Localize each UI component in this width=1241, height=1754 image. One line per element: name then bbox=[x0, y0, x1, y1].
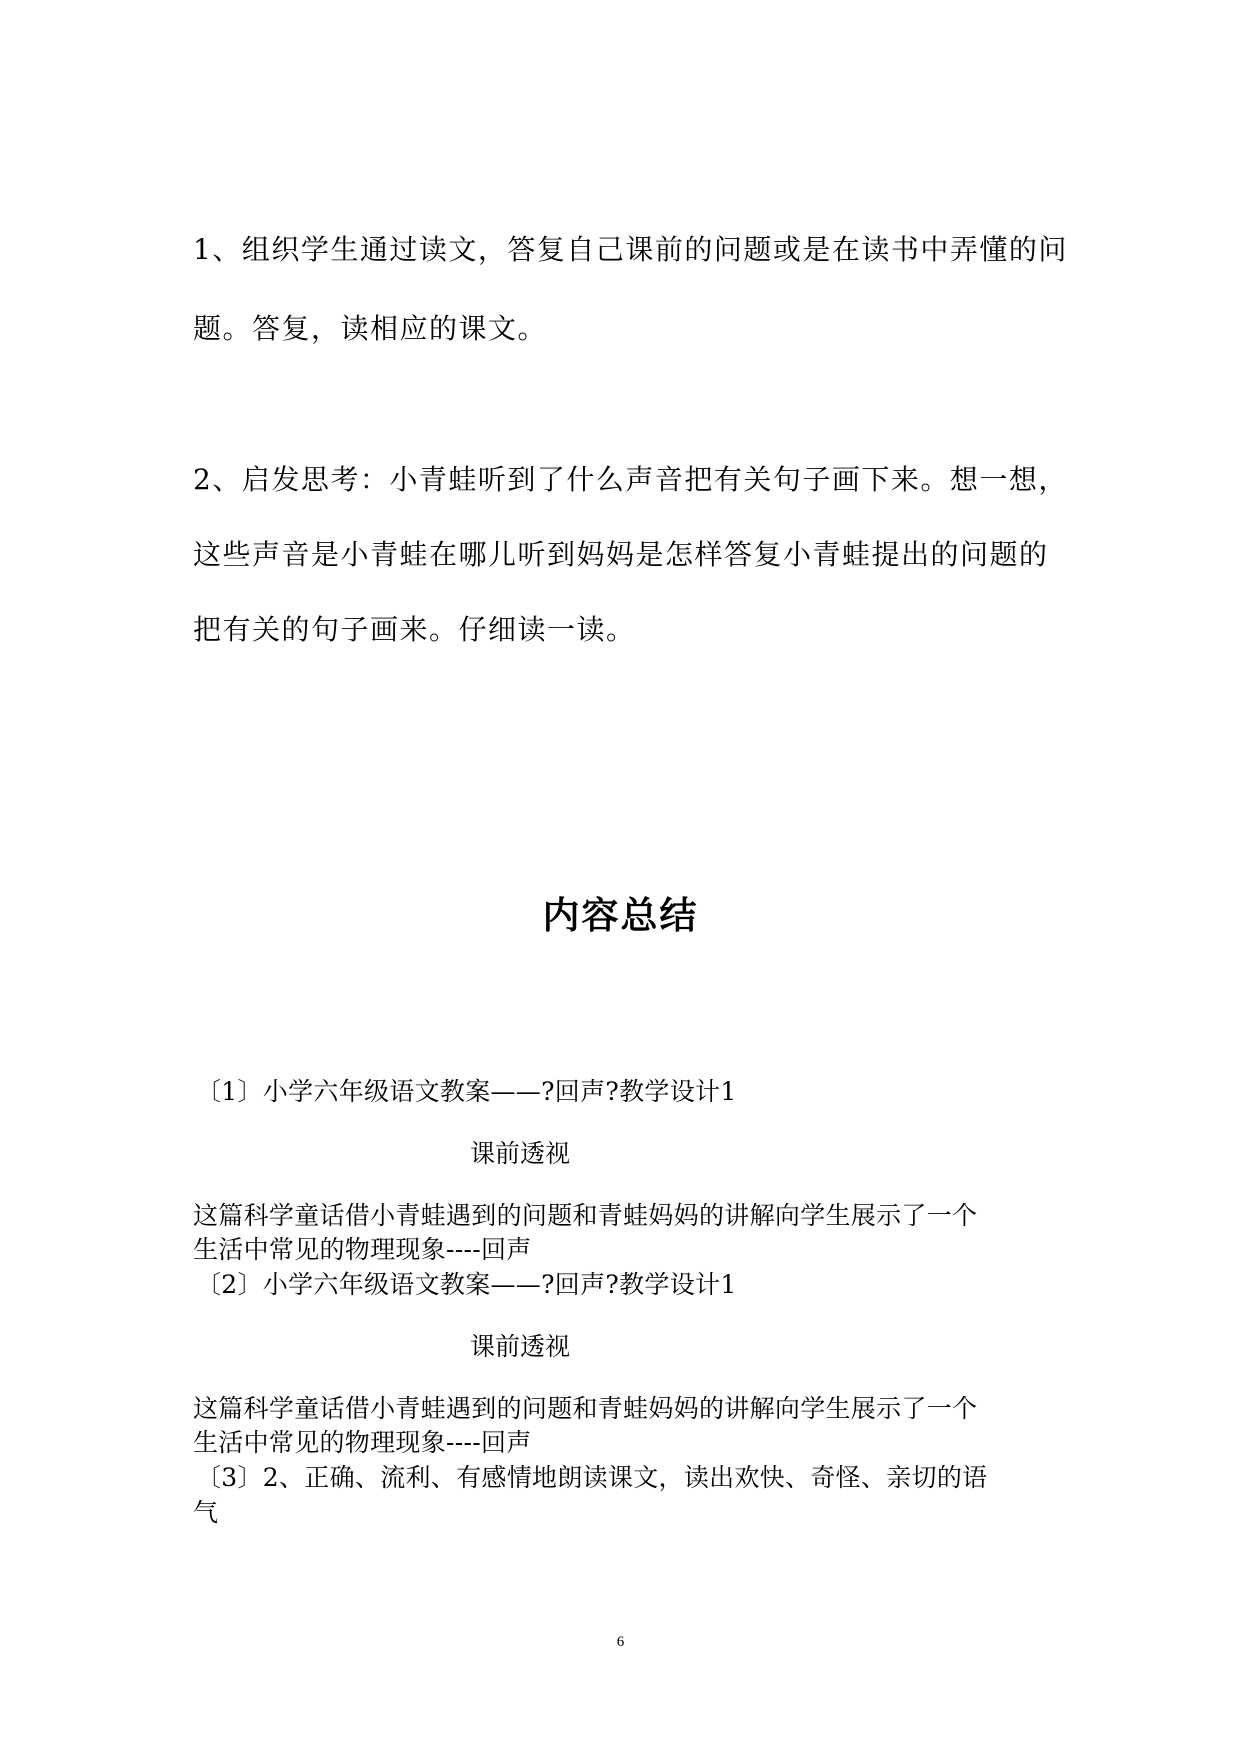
summary-item-2-title: 〔2〕小学六年级语文教案——?回声?教学设计1 bbox=[196, 1270, 737, 1299]
summary-item-1-text-line-1: 这篇科学童话借小青蛙遇到的问题和青蛙妈妈的讲解向学生展示了一个 bbox=[193, 1201, 978, 1230]
summary-item-2-text-line-2: 生活中常见的物理现象----回声 bbox=[193, 1428, 532, 1457]
step-2-line-2: 这些声音是小青蛙在哪儿听到妈妈是怎样答复小青蛙提出的问题的 bbox=[193, 538, 1049, 571]
summary-item-1-subtitle: 课前透视 bbox=[470, 1139, 571, 1168]
step-1-line-2: 题。答复，读相应的课文。 bbox=[193, 312, 548, 345]
step-2-line-1: 2、启发思考：小青蛙听到了什么声音把有关句子画下来。想一想， bbox=[193, 463, 1068, 496]
summary-heading: 内容总结 bbox=[542, 894, 699, 937]
step-2-line-3: 把有关的句子画来。仔细读一读。 bbox=[193, 613, 636, 646]
summary-item-2-subtitle: 课前透视 bbox=[470, 1332, 571, 1361]
summary-item-2-text-line-1: 这篇科学童话借小青蛙遇到的问题和青蛙妈妈的讲解向学生展示了一个 bbox=[193, 1394, 978, 1423]
summary-item-1-text-line-2: 生活中常见的物理现象----回声 bbox=[193, 1235, 532, 1264]
step-1-line-1: 1、组织学生通过读文，答复自己课前的问题或是在读书中弄懂的问 bbox=[193, 233, 1068, 266]
summary-item-3-text-line-2: 气 bbox=[193, 1498, 219, 1527]
summary-item-1-title: 〔1〕小学六年级语文教案——?回声?教学设计1 bbox=[196, 1077, 737, 1106]
page-number: 6 bbox=[616, 1634, 625, 1650]
summary-item-3-text-line-1: 〔3〕2、正确、流利、有感情地朗读课文，读出欢快、奇怪、亲切的语 bbox=[196, 1463, 988, 1492]
